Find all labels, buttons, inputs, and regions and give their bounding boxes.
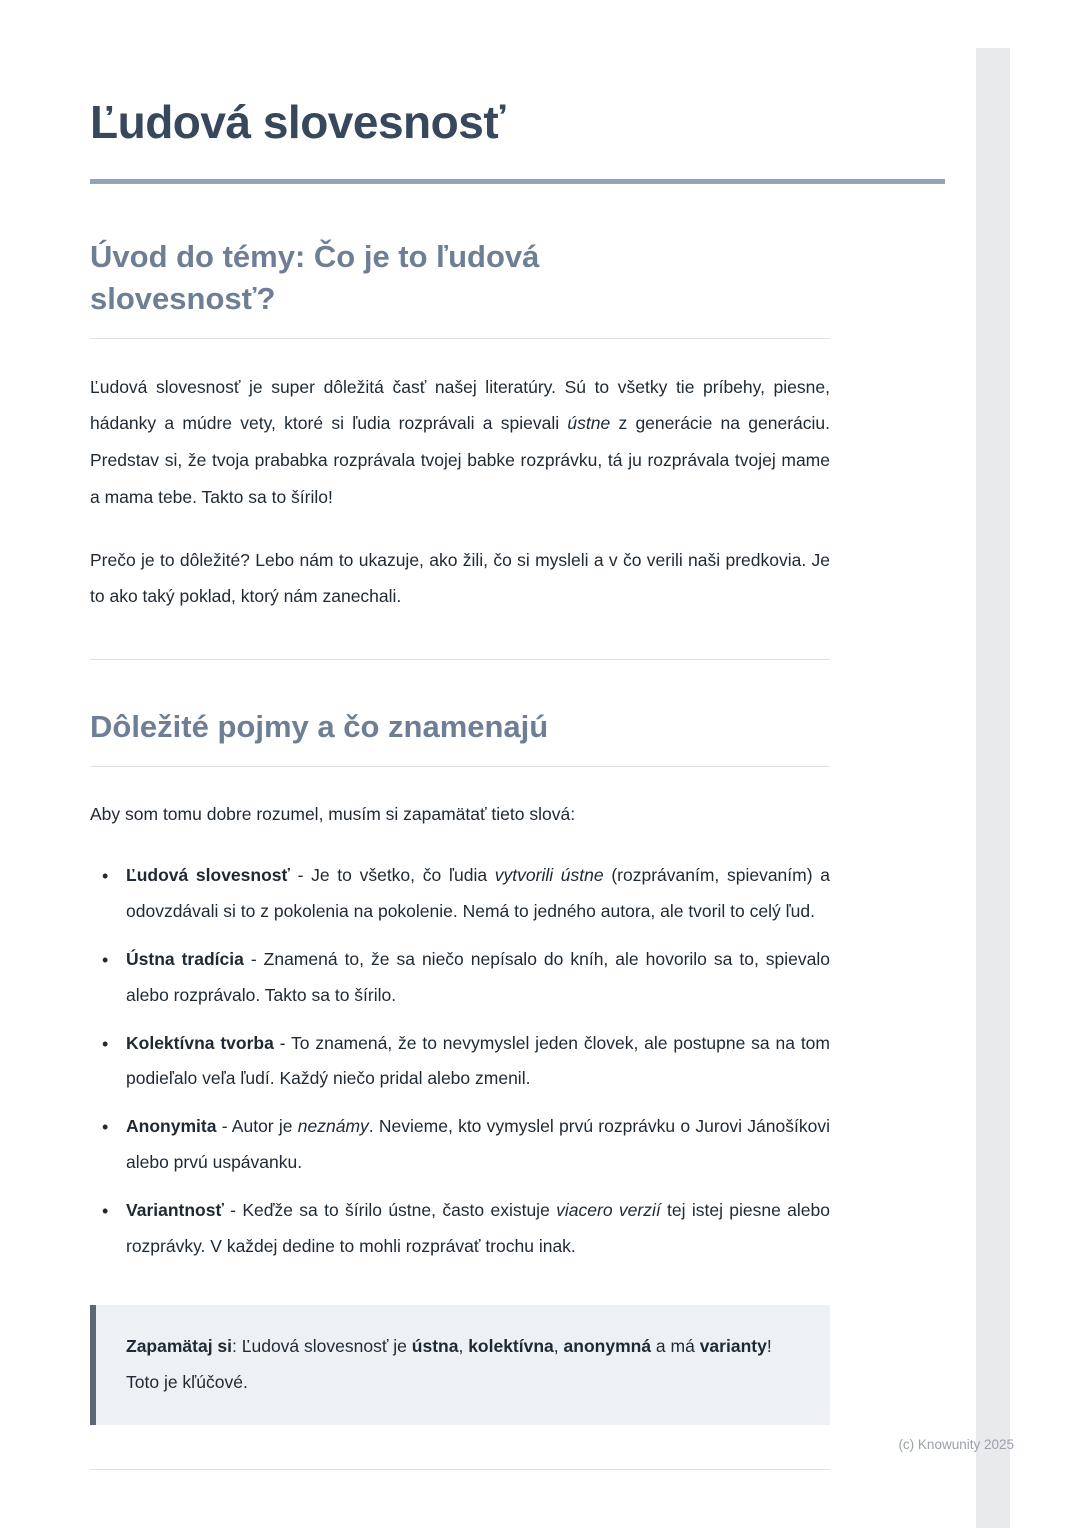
heading-divider [90,338,830,339]
heading-divider [90,766,830,767]
terms-intro-line: Aby som tomu dobre rozumel, musím si zapamätať tieto slová: [90,804,576,825]
remember-callout [90,1305,830,1425]
section-divider [90,1469,830,1470]
section-divider [90,659,830,660]
paragraph-intro-2: Prečo je to dôležité? Lebo nám to ukazuje, ako žili, čo si mysleli a v čo verili naši predkovia. Je to ako taký poklad, ktorý nám zanechali. [90,549,830,607]
scrollbar-track[interactable] [976,48,1010,1528]
list-item-ustna-tradicia: • Ústna tradícia - Znamená to, že sa niečo nepísalo do kníh, ale hovorilo sa to, spievalo alebo rozprávalo. Takto sa to šírilo. [90,942,830,1014]
list-item-variantnost: • Variantnosť - Keďže sa to šírilo ústne, často existuje viacero verzií tej istej piesne alebo rozprávky. V každej dedine to mohli rozprávať trochu inak. [90,1193,830,1265]
footer-credit: (c) Knowunity 2025 [898,1437,1014,1452]
list-item-kolektivna-tvorba: • Kolektívna tvorba - To znamená, že to nevymyslel jeden človek, ale postupne sa na tom podieľalo veľa ľudí. Každý niečo pridal alebo zmenil. [90,1026,830,1098]
document-content [90,95,945,1470]
page-title: Ľudová slovesnosť [90,96,505,148]
callout-text: Zapamätaj si: Ľudová slovesnosť je ústna, kolektívna, anonymná a má varianty! Toto je kľúčové. [126,1335,772,1392]
title-divider [90,179,945,184]
section-heading-terms: Dôležité pojmy a čo znamenajú [90,709,549,745]
list-item-anonymita: • Anonymita - Autor je neznámy. Nevieme, kto vymyslel prvú rozprávku o Jurovi Jánošíkovi alebo prvú uspávanku. [90,1109,830,1181]
section-terms [90,706,945,1469]
list-item-ludova-slovesnost: • Ľudová slovesnosť - Je to všetko, čo ľudia vytvorili ústne (rozprávaním, spievaním) a odovzdávali si to z pokolenia na pokolenie. Nemá to jedného autora, ale tvoril to celý ľud. [90,858,830,930]
section-intro [90,236,945,660]
section-heading-intro: Úvod do témy: Čo je to ľudová slovesnosť? [90,239,540,316]
term-list [90,858,830,1265]
paragraph-intro-1: Ľudová slovesnosť je super dôležitá časť našej literatúry. Sú to všetky tie príbehy, piesne, hádanky a múdre vety, ktoré si ľudia rozprávali a spievali ústne z generácie na generáciu. Predstav si, že tvoja prababka rozprávala tvojej babke rozprávku, tá ju rozprávala tvojej mame a mama tebe. Takto sa to šírilo! [90,376,830,507]
